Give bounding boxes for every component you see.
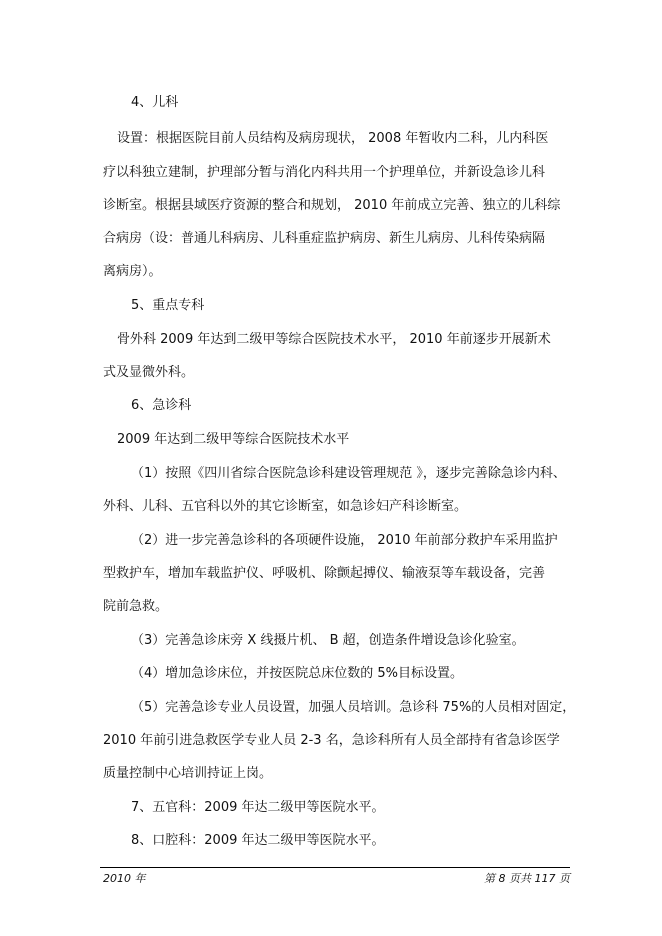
paragraph-line: 院前急救。 [103,599,169,614]
footer-year: 2010 年 [103,872,146,885]
section-heading-emergency: 6、急诊科 [131,398,192,413]
paragraph-line: 合病房（设：普通儿科病房、儿科重症监护病房、新生儿病房、儿科传染病隔 [103,231,546,246]
list-item-2: （2）进一步完善急诊科的各项硬件设施， 2010 年前部分救护车采用监护 [131,533,558,548]
paragraph-line: 2009 年达到二级甲等综合医院技术水平 [117,432,350,447]
list-item-1: （1）按照《四川省综合医院急诊科建设管理规范 》，逐步完善除急诊内科、 [131,466,566,481]
list-item-3: （3）完善急诊床旁 X 线摄片机、 B 超，创造条件增设急诊化验室。 [131,633,525,648]
paragraph-line: 设置：根据医院目前人员结构及病房现状， 2008 年暂收内二科，儿内科医 [117,131,549,146]
paragraph-line: 外科、儿科、五官科以外的其它诊断室，如急诊妇产科诊断室。 [103,499,468,514]
paragraph-line: 2010 年前引进急救医学专业人员 2-3 名，急诊科所有人员全部持有省急诊医学 [103,733,560,748]
paragraph-line: 骨外科 2009 年达到二级甲等综合医院技术水平， 2010 年前逐步开展新术 [117,332,551,347]
paragraph-line: 型救护车，增加车载监护仪、呼吸机、除颤起搏仪、输液泵等车载设备，完善 [103,566,546,581]
paragraph-line: 质量控制中心培训持证上岗。 [103,766,273,781]
section-heading-key-specialty: 5、重点专科 [131,298,205,313]
section-heading-ent: 7、五官科：2009 年达二级甲等医院水平。 [131,800,385,815]
section-heading-pediatrics: 4、儿科 [131,95,179,110]
paragraph-line: 式及显微外科。 [103,365,195,380]
paragraph-line: 离病房）。 [103,264,162,279]
paragraph-line: 疗以科独立建制，护理部分暂与消化内科共用一个护理单位，并新设急诊儿科 [103,165,546,180]
footer-divider [100,867,570,868]
list-item-4: （4）增加急诊床位，并按医院总床位数的 5%目标设置。 [131,666,464,681]
section-heading-dental: 8、口腔科：2009 年达二级甲等医院水平。 [131,833,385,848]
list-item-5: （5）完善急诊专业人员设置，加强人员培训。急诊科 75%的人员相对固定， [131,700,576,715]
paragraph-line: 诊断室。根据县域医疗资源的整合和规划， 2010 年前成立完善、独立的儿科综 [103,198,561,213]
footer-page-number: 第 8 页共 117 页 [484,872,570,885]
